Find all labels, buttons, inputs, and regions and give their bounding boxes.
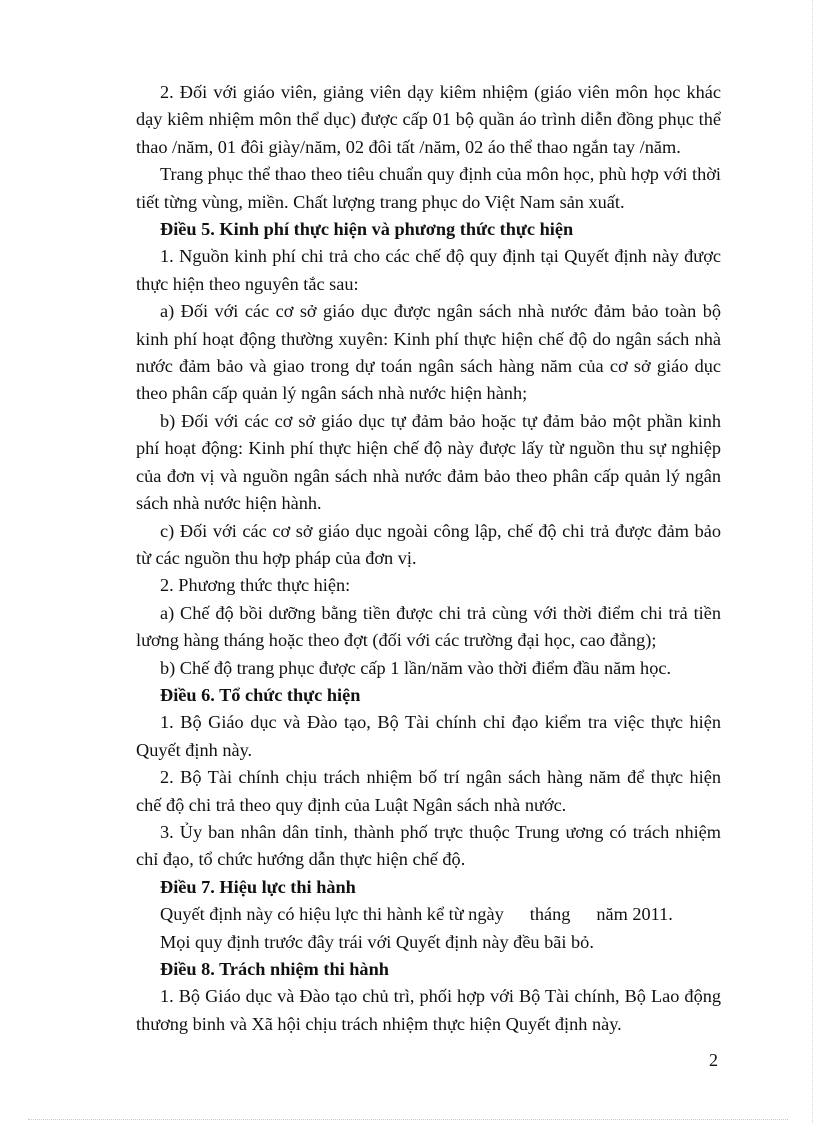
paragraph-sportswear-standard: Trang phục thể thao theo tiêu chuẩn quy định của môn học, phù hợp với thời tiết từng vùng, miền. Chất lượng trang phục do Việt Nam sản xuất. [136,164,721,212]
paragraph-article4-item2: 2. Đối với giáo viên, giảng viên dạy kiêm nhiệm (giáo viên môn học khác dạy kiêm nhiệm môn thể dục) được cấp 01 bộ quần áo trình diễn đồng phục thể thao /năm, 01 đôi giày/năm, 02 đôi tất /năm, 02 áo thể thao ngắn tay /năm. [136,82,721,157]
paragraph-effective-date [136,901,721,928]
heading-article-5: Điều 5. Kinh phí thực hiện và phương thức thực hiện [160,219,574,240]
paragraph-article5-item1-a: a) Đối với các cơ sở giáo dục được ngân sách nhà nước đảm bảo toàn bộ kinh phí hoạt động thường xuyên: Kinh phí thực hiện chế độ do ngân sách nhà nước đảm bảo và giao trong dự toán ngân sách hàng năm của cơ sở giáo dục theo phân cấp quản lý ngân sách nhà nước hiện hành; [136,301,721,404]
page-number: 2 [709,1050,718,1070]
paragraph-repeal: Mọi quy định trước đây trái với Quyết định này đều bãi bỏ. [160,931,594,952]
effective-date-part3: năm 2011. [596,904,673,925]
heading-article-6: Điều 6. Tổ chức thực hiện [160,684,361,705]
paragraph-article6-item1: 1. Bộ Giáo dục và Đào tạo, Bộ Tài chính chỉ đạo kiểm tra việc thực hiện Quyết định này. [136,712,721,760]
heading-article-8: Điều 8. Trách nhiệm thi hành [160,959,389,979]
page-edge-rule [812,0,813,1123]
paragraph-article5-item1: 1. Nguồn kinh phí chi trả cho các chế độ quy định tại Quyết định này được thực hiện theo nguyên tắc sau: [136,246,721,294]
heading-article-7: Điều 7. Hiệu lực thi hành [160,876,356,897]
paragraph-article5-item1-c: c) Đối với các cơ sở giáo dục ngoài công lập, chế độ chi trả được đảm bảo từ các nguồn thu hợp pháp của đơn vị. [136,520,721,568]
document-body [136,79,721,1038]
paragraph-article5-item2: 2. Phương thức thực hiện: [160,575,351,596]
page-bottom-rule [28,1119,788,1120]
effective-date-part2: tháng [529,904,571,925]
paragraph-article5-item2-b: b) Chế độ trang phục được cấp 1 lần/năm vào thời điểm đầu năm học. [160,657,672,678]
paragraph-article8-item1: 1. Bộ Giáo dục và Đào tạo chủ trì, phối hợp với Bộ Tài chính, Bộ Lao động thương binh và Xã hội chịu trách nhiệm thực hiện Quyết định này. [136,986,721,1034]
paragraph-article6-item3: 3. Ủy ban nhân dân tỉnh, thành phố trực thuộc Trung ương có trách nhiệm chỉ đạo, tổ chức hướng dẫn thực hiện chế độ. [136,821,721,870]
paragraph-article5-item1-b: b) Đối với các cơ sở giáo dục tự đảm bảo hoặc tự đảm bảo một phần kinh phí hoạt động: Kinh phí thực hiện chế độ này được lấy từ nguồn thu sự nghiệp của đơn vị và nguồn ngân sách nhà nước đảm bảo theo phân cấp quản lý ngân sách nhà nước hiện hành. [136,410,721,514]
paragraph-article5-item2-a: a) Chế độ bồi dưỡng bằng tiền được chi trả cùng với thời điểm chi trả tiền lương hàng tháng hoặc theo đợt (đối với các trường đại học, cao đẳng); [136,602,721,651]
paragraph-article6-item2: 2. Bộ Tài chính chịu trách nhiệm bố trí ngân sách hàng năm để thực hiện chế độ chi trả theo quy định của Luật Ngân sách nhà nước. [136,767,721,815]
effective-date-part1: Quyết định này có hiệu lực thi hành kể từ ngày [160,904,504,925]
